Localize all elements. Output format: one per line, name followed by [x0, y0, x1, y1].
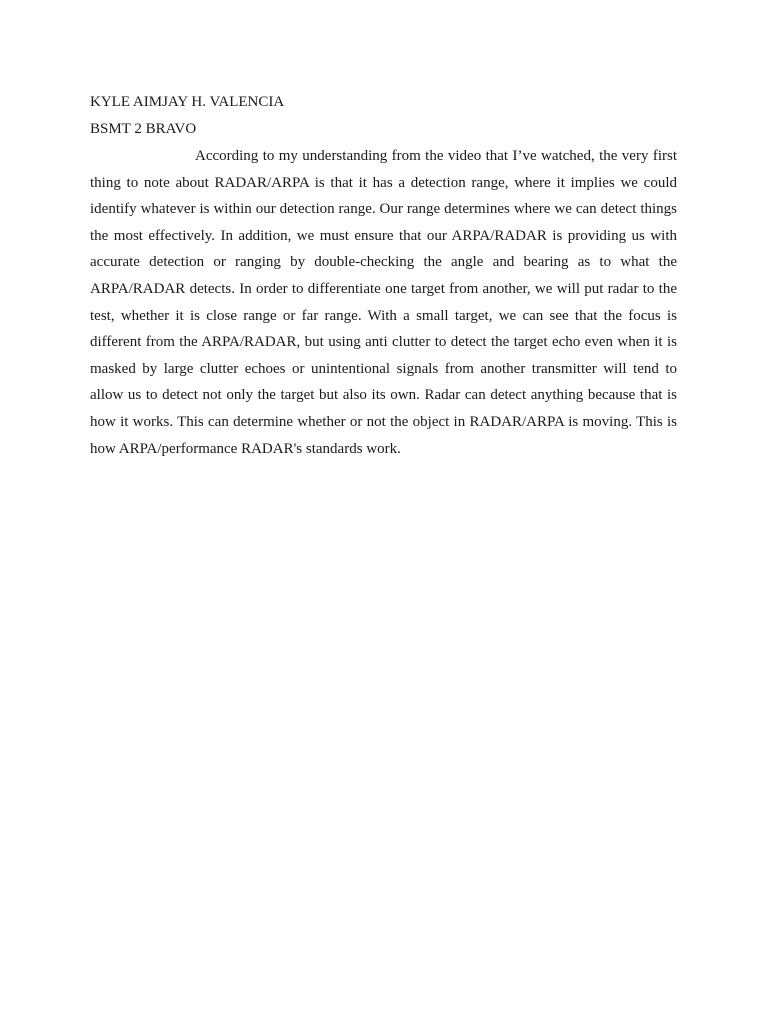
section-label: BSMT 2 BRAVO — [90, 121, 197, 137]
author-name: KYLE AIMJAY H. VALENCIA — [90, 94, 285, 110]
body-paragraph: According to my understanding from the video that I’ve watched, the very first thing to note about RADAR/ARPA is that it has a detection range, where it implies we could identify whatever is within our detection range. Our range determines where we can detect things the most effectively. In addition, we must ensure that our ARPA/RADAR is providing us with accurate detection or ranging by double-checking the angle and bearing as to what the ARPA/RADAR detects. In order to differentiate one target from another, we will put radar to the test, whether it is close range or far range. With a small target, we can see that the focus is different from the ARPA/RADAR, but using anti clutter to detect the target echo even when it is masked by large clutter echoes or unintentional signals from another transmitter will tend to allow us to detect not only the target but also its own. Radar can detect anything because that is how it works. This can determine whether or not the object in RADAR/ARPA is moving. This is how ARPA/performance RADAR's standards work. — [90, 148, 677, 457]
document-content — [90, 89, 677, 462]
